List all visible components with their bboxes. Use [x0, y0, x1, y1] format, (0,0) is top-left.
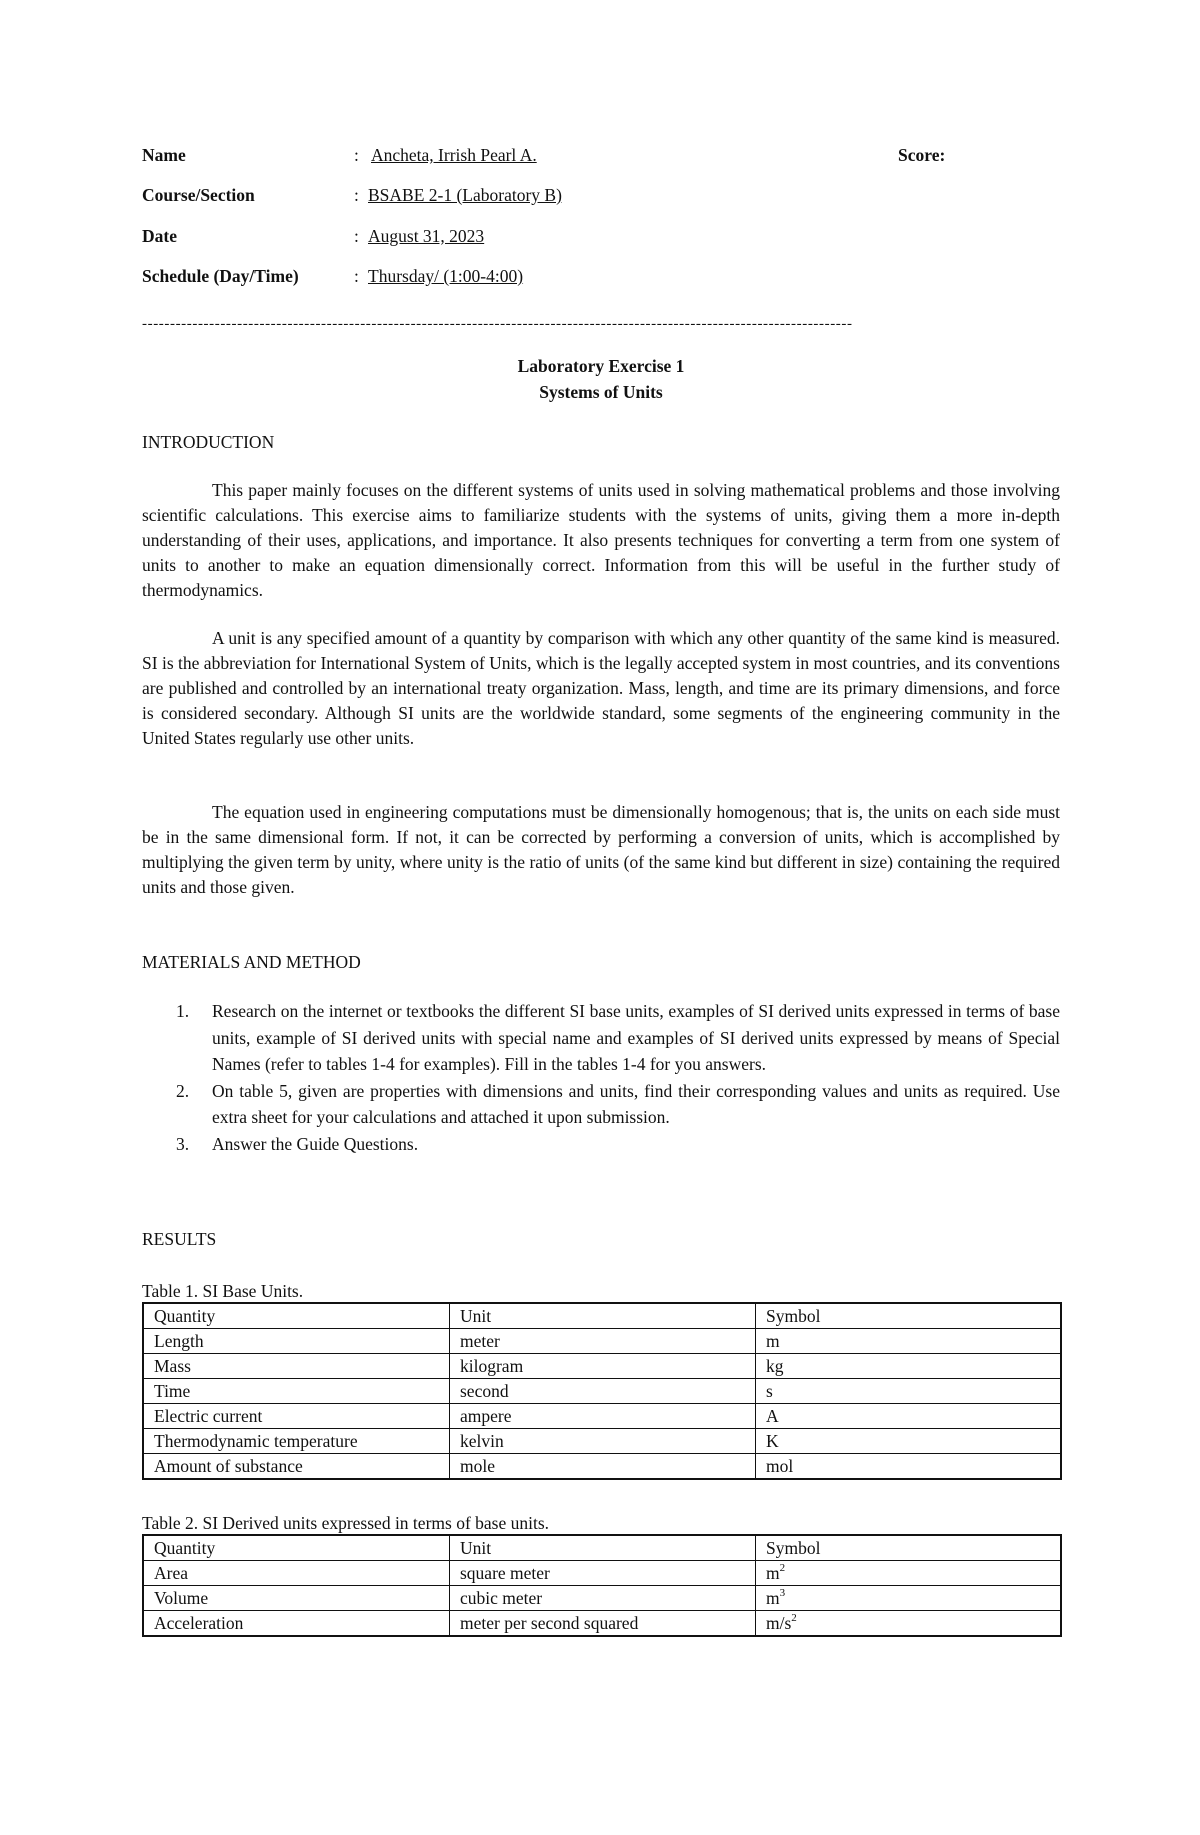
table-cell: second [450, 1379, 756, 1404]
symbol-base: m/s [766, 1613, 792, 1633]
introduction-heading: INTRODUCTION [142, 432, 275, 452]
list-item [142, 1131, 1060, 1158]
materials-heading: MATERIALS AND METHOD [142, 952, 361, 972]
table-cell: kg [756, 1354, 1062, 1379]
table-cell: square meter [450, 1561, 756, 1586]
table-cell: K [756, 1429, 1062, 1454]
divider-line: ------------------------------------------------------------------------------------------------------------------------------- [142, 316, 853, 332]
table-cell: Area [143, 1561, 450, 1586]
table1-si-base-units [142, 1302, 1062, 1480]
table-header-cell: Symbol [756, 1303, 1062, 1329]
table-header-cell: Symbol [756, 1535, 1062, 1561]
table-cell: Time [143, 1379, 450, 1404]
symbol-exponent: 2 [791, 1612, 797, 1624]
course-colon: : [354, 185, 359, 205]
table-row [143, 1354, 1061, 1379]
table-cell: Volume [143, 1586, 450, 1611]
table-cell-symbol [756, 1611, 1062, 1637]
table-cell: Electric current [143, 1404, 450, 1429]
table-row [143, 1561, 1061, 1586]
table-row [143, 1454, 1061, 1480]
list-item-number: 1. [176, 1001, 190, 1021]
table-cell: A [756, 1404, 1062, 1429]
table-row [143, 1404, 1061, 1429]
table-cell: m [756, 1329, 1062, 1354]
table-cell: kelvin [450, 1429, 756, 1454]
table-cell: cubic meter [450, 1586, 756, 1611]
table-header-row [143, 1303, 1061, 1329]
table2-si-derived-units [142, 1534, 1062, 1637]
course-value: BSABE 2-1 (Laboratory B) [368, 185, 562, 205]
table-header-cell: Quantity [143, 1535, 450, 1561]
date-colon: : [354, 226, 359, 246]
table-cell: Acceleration [143, 1611, 450, 1637]
schedule-value: Thursday/ (1:00-4:00) [368, 266, 524, 286]
list-item-text: Answer the Guide Questions. [212, 1133, 419, 1154]
table-cell: mole [450, 1454, 756, 1480]
table-cell: Mass [143, 1354, 450, 1379]
list-item-number: 3. [176, 1133, 190, 1154]
name-label: Name [142, 145, 186, 165]
symbol-exponent: 3 [779, 1587, 786, 1599]
intro-paragraph-3: The equation used in engineering computations must be dimensionally homogenous; that is, the units on each side must be in the same dimensional form. If not, it can be corrected by performing a conversion of units, which is accomplished by multiplying the given term by unity, where unity is the ratio of units (of the same kind but different in size) containing the required units and those given. [142, 802, 1060, 897]
schedule-label: Schedule (Day/Time) [142, 266, 299, 286]
table-cell: Amount of substance [143, 1454, 450, 1480]
table-cell: kilogram [450, 1354, 756, 1379]
table-cell: meter per second squared [450, 1611, 756, 1637]
table-header-cell: Unit [450, 1535, 756, 1561]
table-row [143, 1379, 1061, 1404]
date-label: Date [142, 226, 177, 246]
table-header-cell: Unit [450, 1303, 756, 1329]
table-cell: mol [756, 1454, 1062, 1480]
date-value: August 31, 2023 [368, 226, 485, 246]
list-item [142, 1078, 1060, 1131]
symbol-exponent: 2 [779, 1562, 786, 1574]
table-row [143, 1329, 1061, 1354]
table-row [143, 1586, 1061, 1611]
symbol-base: m [766, 1563, 780, 1583]
table-cell: Thermodynamic temperature [143, 1429, 450, 1454]
name-colon: : [354, 145, 359, 165]
intro-paragraph-1: This paper mainly focuses on the different systems of units used in solving mathematical problems and those involving scientific calculations. This exercise aims to familiarize students with the systems of units, giving them a more in-depth understanding of their uses, applications, and importance. It also presents techniques for converting a term from one system of units to another to make an equation dimensionally correct. Information from this will be useful in the further study of thermodynamics. [142, 480, 1060, 600]
method-list [142, 998, 1060, 1157]
course-label: Course/Section [142, 185, 255, 205]
schedule-colon: : [354, 266, 359, 286]
exercise-subtitle: Systems of Units [539, 382, 663, 402]
exercise-title: Laboratory Exercise 1 [517, 356, 685, 376]
list-item-number: 2. [176, 1080, 190, 1101]
intro-paragraph-2: A unit is any specified amount of a quantity by comparison with which any other quantity of the same kind is measured. SI is the abbreviation for International System of Units, which is the legally accepted system in most countries, and its conventions are published and controlled by an international treaty organization. Mass, length, and time are its primary dimensions, and force is considered secondary. Although SI units are the worldwide standard, some segments of the engineering community in the United States regularly use other units. [142, 628, 1060, 748]
table-cell: ampere [450, 1404, 756, 1429]
score-label: Score: [898, 145, 946, 165]
table1-caption: Table 1. SI Base Units. [142, 1281, 304, 1301]
list-item-text: On table 5, given are properties with dimensions and units, find their corresponding values and units as required. Use extra sheet for your calculations and attached it upon submission. [212, 1080, 1060, 1127]
list-item-text: Research on the internet or textbooks the different SI base units, examples of SI derived units expressed in terms of base units, example of SI derived units with special name and examples of SI derived units expressed by means of Special Names (refer to tables 1-4 for examples). Fill in the tables 1-4 for you answers. [212, 1001, 1060, 1074]
symbol-base: m [766, 1588, 780, 1608]
table-cell: meter [450, 1329, 756, 1354]
name-value: Ancheta, Irrish Pearl A. [371, 145, 537, 165]
table-row [143, 1611, 1061, 1637]
table-header-row [143, 1535, 1061, 1561]
table-cell: s [756, 1379, 1062, 1404]
table-header-cell: Quantity [143, 1303, 450, 1329]
table-cell: Length [143, 1329, 450, 1354]
table2-caption: Table 2. SI Derived units expressed in terms of base units. [142, 1513, 550, 1533]
list-item [142, 998, 1060, 1078]
table-cell-symbol [756, 1561, 1062, 1586]
table-row [143, 1429, 1061, 1454]
table-cell-symbol [756, 1586, 1062, 1611]
results-heading: RESULTS [142, 1229, 217, 1249]
